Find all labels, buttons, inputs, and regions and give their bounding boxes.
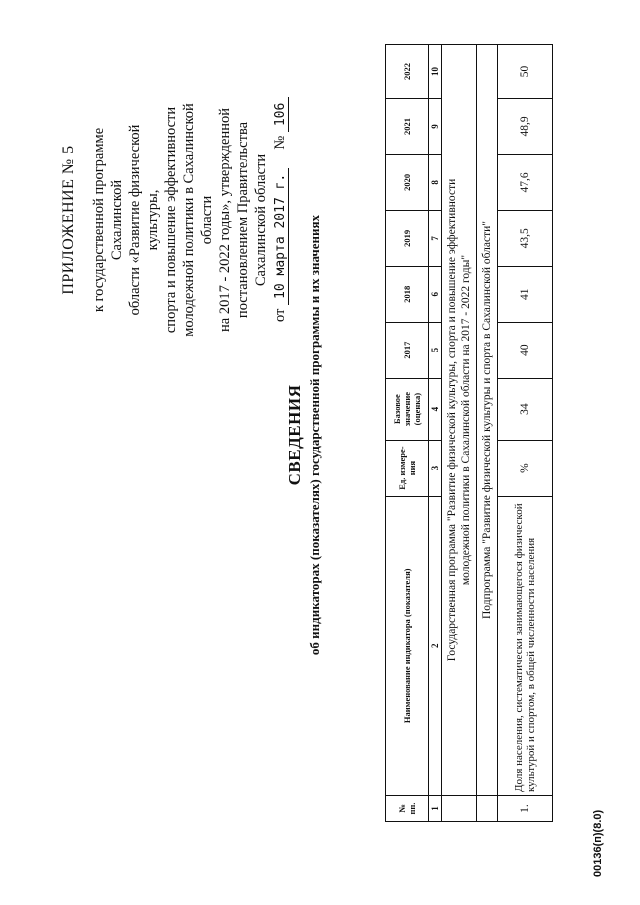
appendix-line: молодежной политики в Сахалинской области	[181, 103, 215, 337]
appendix-line: постановлением Правительства	[235, 121, 251, 319]
header-cell: 2020	[386, 154, 429, 210]
heading-subtitle: об индикаторах (показателях) государственной программы и их значениях	[307, 214, 322, 656]
header-cell: 2018	[386, 266, 429, 322]
appendix-block	[60, 100, 289, 340]
header-cell: 2019	[386, 210, 429, 266]
indicator-unit: %	[498, 440, 553, 496]
column-number: 1	[429, 796, 442, 822]
subprogram-title: Подпрограмма "Развитие физической культуры и спорта в Сахалинской области"	[477, 45, 498, 796]
appendix-line: области «Развитие физической культуры,	[127, 124, 161, 316]
appendix-title: ПРИЛОЖЕНИЕ № 5	[60, 145, 77, 295]
empty-cell	[442, 796, 477, 822]
indicator-base: 34	[498, 378, 553, 440]
column-number: 9	[429, 99, 442, 155]
column-number: 5	[429, 322, 442, 378]
number-prefix: №	[272, 135, 288, 150]
row-number: 1.	[498, 796, 553, 822]
document-code: 00136(п)(8.0)	[592, 809, 604, 877]
column-number: 3	[429, 440, 442, 496]
header-cell: 2022	[386, 45, 429, 99]
header-cell: Ед. измере-ния	[386, 440, 429, 496]
header-cell: Базовое значение (оценка)	[386, 378, 429, 440]
appendix-line: Сахалинской области	[253, 153, 269, 287]
appendix-line: на 2017 - 2022 годы», утвержденной	[217, 108, 233, 332]
date-prefix: от	[272, 308, 288, 322]
value-2021: 48,9	[498, 99, 553, 155]
empty-cell	[477, 796, 498, 822]
value-2019: 43,5	[498, 210, 553, 266]
subprogram-row	[477, 45, 498, 822]
column-number: 10	[429, 45, 442, 99]
value-2018: 41	[498, 266, 553, 322]
header-row	[386, 45, 429, 822]
indicators-table	[385, 44, 553, 822]
value-2022: 50	[498, 45, 553, 99]
column-number: 6	[429, 266, 442, 322]
program-title: Государственная программа "Развитие физической культуры, спорта и повышение эффективности молодежной политики в Сахалинской области на 2017 - 2022 годы"	[442, 45, 477, 796]
table-row	[498, 45, 553, 822]
column-number: 4	[429, 378, 442, 440]
column-number-row	[429, 45, 442, 822]
program-row	[442, 45, 477, 822]
header-cell: Наименование индикатора (показателя)	[386, 496, 429, 796]
header-cell: 2017	[386, 322, 429, 378]
appendix-line: к государственной программе Сахалинской	[91, 127, 125, 313]
header-cell: № пп.	[386, 796, 429, 822]
value-2020: 47,6	[498, 154, 553, 210]
appendix-line: спорта и повышение эффективности	[163, 106, 179, 334]
column-number: 2	[429, 496, 442, 796]
approval-date: 10 марта 2017 г.	[273, 168, 289, 305]
approval-number: 106	[273, 97, 289, 132]
column-number: 8	[429, 154, 442, 210]
document-heading	[285, 165, 323, 705]
column-number: 7	[429, 210, 442, 266]
indicator-name: Доля населения, систематически занимающегося физической культурой и спортом, в общей численности населения	[498, 496, 553, 796]
value-2017: 40	[498, 322, 553, 378]
heading-title: СВЕДЕНИЯ	[285, 384, 304, 486]
header-cell: 2021	[386, 99, 429, 155]
